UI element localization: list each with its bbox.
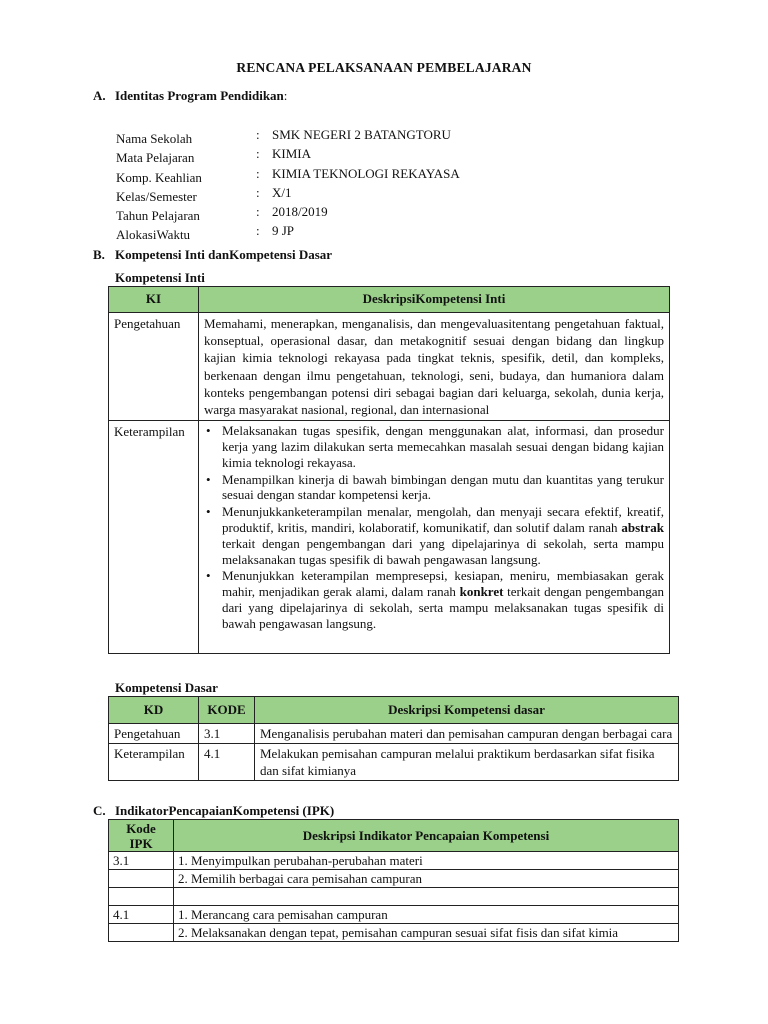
ipk-cell-kode	[109, 870, 174, 888]
ki-row-keterampilan	[109, 421, 670, 653]
section-b-number: B.	[93, 247, 105, 262]
section-a-colon: :	[283, 88, 288, 103]
ki-desc-pengetahuan: Memahami, menerapkan, menganalisis, dan mengevaluasitentang pengetahuan faktual, konseptual, operasional dasar, dan metakognitif sesuai dengan bidang dan lingkup kajian kimia teknologi rekayasa pada tingkat teknis, spesifik, detil, dan kompleks, berkenaan dengan ilmu pengetahuan, teknologi, seni, budaya, dan humaniora dalam konteks pengembangan potensi diri sebagai bagian dari keluarga, sekolah, dunia kerja, warga masyarakat nasional, regional, dan internasional	[199, 313, 670, 421]
ki-label-keterampilan: Keterampilan	[109, 421, 199, 653]
ipk-row	[109, 852, 679, 870]
ipk-table	[108, 819, 679, 942]
identity-row-time	[116, 223, 460, 242]
identity-colon: :	[256, 204, 260, 220]
identity-colon: :	[256, 127, 260, 142]
identity-row-expertise	[116, 166, 460, 185]
section-c-number: C.	[93, 803, 106, 818]
identity-list	[116, 127, 460, 243]
ipk-row	[109, 870, 679, 888]
ipk-cell-desc: 1. Menyimpulkan perubahan-perubahan materi	[174, 852, 679, 870]
bullet-item	[204, 568, 664, 631]
ipk-cell-kode	[109, 924, 174, 942]
ki-subtitle: Kompetensi Inti	[115, 270, 205, 285]
identity-label: Nama Sekolah	[116, 131, 193, 146]
document-title: RENCANA PELAKSANAAN PEMBELAJARAN	[236, 60, 532, 75]
identity-label: Kelas/Semester	[116, 188, 197, 204]
identity-label: Komp. Keahlian	[116, 169, 202, 185]
kd-cell-kd: Keterampilan	[109, 744, 199, 781]
bullet-item	[204, 504, 664, 567]
bullet-text: Menunjukkanketerampilan menalar, mengolah, dan menyaji secara efektif, kreatif, produktif, kritis, mandiri, kolaboratif, komunikatif, dan solutif dalam ranah	[222, 504, 664, 535]
kd-table	[108, 696, 679, 781]
identity-row-school	[116, 127, 460, 146]
ipk-header-desc: Deskripsi Indikator Pencapaian Kompetensi	[174, 820, 679, 852]
bullet-emphasis: abstrak	[621, 520, 664, 535]
ipk-row-empty	[109, 888, 679, 906]
section-a-heading	[93, 88, 287, 105]
ipk-cell-desc: 2. Melaksanakan dengan tepat, pemisahan campuran sesuai sifat fisis dan sifat kimia	[174, 924, 679, 942]
kd-cell-kode: 3.1	[199, 724, 255, 744]
bullet-icon: •	[206, 504, 211, 520]
kd-row	[109, 724, 679, 744]
identity-label: Tahun Pelajaran	[116, 208, 200, 224]
identity-row-year	[116, 204, 460, 223]
ipk-row	[109, 924, 679, 942]
kd-header-row	[109, 697, 679, 724]
kd-row	[109, 744, 679, 781]
kd-header-desc: Deskripsi Kompetensi dasar	[255, 697, 679, 724]
bullet-text: Menampilkan kinerja di bawah bimbingan dengan mutu dan kuantitas yang terukur sesuai dengan standar kompetensi kerja.	[222, 471, 664, 503]
identity-row-class	[116, 185, 460, 204]
identity-value: KIMIA	[272, 146, 311, 162]
ki-row-pengetahuan	[109, 313, 670, 421]
section-a-label: Identitas Program Pendidikan	[115, 88, 284, 103]
kd-header-kode: KODE	[199, 697, 255, 724]
ki-header-row	[109, 287, 670, 313]
kd-header-kd: KD	[109, 697, 199, 724]
ki-header-desc: DeskripsiKompetensi Inti	[199, 287, 670, 313]
identity-value: 2018/2019	[272, 204, 328, 220]
bullet-text: Melaksanakan tugas spesifik, dengan menggunakan alat, informasi, dan prosedur kerja yang lazim dilakukan serta memecahkan masalah sesuai dengan bidang kajian kimia teknologi rekayasa.	[222, 423, 664, 470]
ki-desc-keterampilan	[199, 421, 670, 653]
ipk-cell-kode: 3.1	[109, 852, 174, 870]
identity-value: KIMIA TEKNOLOGI REKAYASA	[272, 165, 460, 181]
section-c-heading	[93, 803, 334, 820]
ipk-cell-kode	[109, 888, 174, 906]
section-b-label: Kompetensi Inti danKompetensi Dasar	[115, 247, 333, 262]
section-a-number: A.	[93, 88, 106, 103]
identity-value: SMK NEGERI 2 BATANGTORU	[272, 127, 451, 142]
identity-value: 9 JP	[272, 223, 295, 239]
identity-value: X/1	[272, 184, 292, 200]
ipk-row	[109, 906, 679, 924]
kd-cell-desc: Melakukan pemisahan campuran melalui praktikum berdasarkan sifat fisika dan sifat kimianya	[255, 744, 679, 781]
ipk-cell-desc: 1. Merancang cara pemisahan campuran	[174, 906, 679, 924]
bullet-item	[204, 472, 664, 504]
bullet-item	[204, 423, 664, 470]
ki-table	[108, 286, 670, 654]
bullet-icon: •	[206, 423, 211, 439]
keterampilan-bullet-list	[204, 423, 664, 631]
bullet-text: terkait dengan pengembangan dari yang dipelajarinya di sekolah, serta mampu melaksanakan tugas spesifik di bawah pengawasan langsung.	[222, 584, 665, 631]
kd-cell-desc: Menganalisis perubahan materi dan pemisahan campuran dengan berbagai cara	[255, 724, 679, 744]
bullet-icon: •	[206, 568, 211, 584]
bullet-text: terkait dengan pengembangan dari yang dipelajarinya di sekolah, serta mampu melaksanakan tugas spesifik di bawah pengawasan langsung.	[222, 535, 664, 567]
section-b-heading	[93, 247, 332, 264]
ipk-header-kode: Kode IPK	[109, 820, 174, 852]
ipk-cell-desc: 2. Memilih berbagai cara pemisahan campuran	[174, 870, 679, 888]
ki-header-ki: KI	[109, 287, 199, 313]
ipk-header-row	[109, 820, 679, 852]
identity-colon: :	[256, 146, 260, 162]
bullet-text: Menunjukkan keterampilan mempresepsi, kesiapan, meniru, membiasakan gerak mahir, menjadikan gerak alami, dalam ranah	[222, 568, 664, 600]
section-c-label: IndikatorPencapaianKompetensi (IPK)	[115, 803, 335, 818]
identity-colon: :	[256, 184, 260, 200]
identity-colon: :	[256, 223, 260, 239]
kd-subtitle: Kompetensi Dasar	[115, 680, 218, 695]
identity-row-subject	[116, 146, 460, 165]
identity-label: AlokasiWaktu	[116, 227, 191, 243]
ipk-cell-desc	[174, 888, 679, 906]
bullet-icon: •	[206, 471, 211, 487]
kd-cell-kd: Pengetahuan	[109, 724, 199, 744]
ipk-cell-kode: 4.1	[109, 906, 174, 924]
identity-colon: :	[256, 165, 260, 181]
kd-cell-kode: 4.1	[199, 744, 255, 781]
identity-label: Mata Pelajaran	[116, 150, 195, 166]
ki-label-pengetahuan: Pengetahuan	[109, 313, 199, 421]
bullet-emphasis: konkret	[459, 584, 504, 600]
